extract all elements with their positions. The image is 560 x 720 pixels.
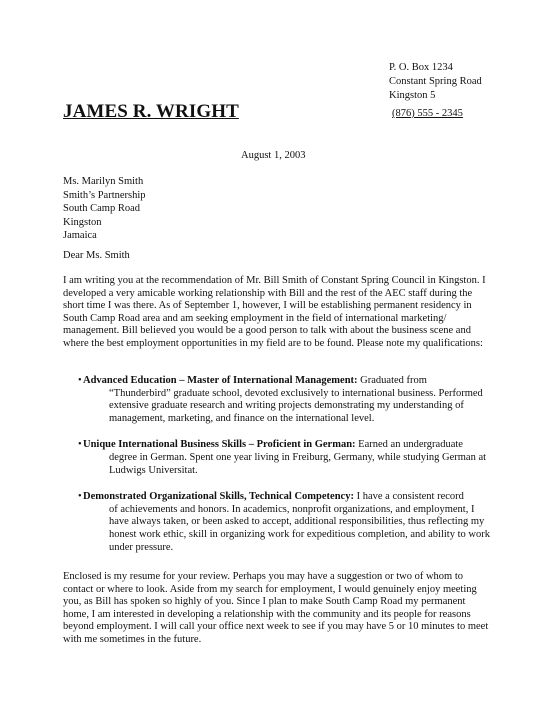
address-line-2: Constant Spring Road	[389, 75, 482, 87]
recipient-address	[63, 175, 146, 243]
qualification-text-start: Earned an undergraduate	[355, 439, 463, 451]
qualification-text-start: I have a consistent record	[353, 491, 464, 503]
recipient-line-5: Jamaica	[63, 230, 97, 242]
bullet-icon: •	[78, 375, 82, 386]
qualification-heading: Advanced Education – Master of International Management:	[83, 375, 358, 386]
sender-phone: (876) 555 - 2345	[392, 108, 463, 119]
address-line-3: Kingston 5	[389, 89, 436, 101]
qualifications-list	[63, 375, 491, 568]
closing-paragraph: Enclosed is my resume for your review. Perhaps you may have a suggestion or two of whom to contact or where to look. Aside from my search for employment, I would genuinely enjoy meeting you, as Bill has spoken so highly of you. Since I plan to make South Camp Road my permanent home, I am interested in developing a relationship with the community and its people for reasons beyond employment. I will call your office next week to see if you may have 5 or 10 minutes to meet with me sometimes in the future.	[63, 571, 489, 645]
qualification-text: “Thunderbird” graduate school, devoted exclusively to international business. Performed extensive graduate research and writing projects demonstrating my understanding of management, marketing, and finance on the international level.	[109, 387, 483, 424]
qualification-heading: Unique International Business Skills – Proficient in German:	[83, 439, 356, 451]
recipient-line-4: Kingston	[63, 216, 102, 228]
qualification-text: degree in German. Spent one year living in Freiburg, Germany, while studying German at Ludwigs Universitat.	[109, 451, 487, 476]
qualification-item	[63, 439, 491, 477]
intro-paragraph: I am writing you at the recommendation of Mr. Bill Smith of Constant Spring Council in Kingston. I developed a very amicable working relationship with Bill and the rest of the AEC staff during the short time I was there. As of September 1, however, I will be establishing permanent residency in South Camp Road area and am seeking employment in the field of international marketing/ management. Bill believed you would be a good person to talk with about the business scene and where the best employment opportunities in my field are to be found. Please note my qualifications:	[63, 275, 486, 349]
recipient-line-1: Ms. Marilyn Smith	[63, 176, 144, 187]
sender-name: JAMES R. WRIGHT	[63, 101, 239, 122]
bullet-icon: •	[78, 491, 82, 503]
qualification-text: of achievements and honors. In academics, nonprofit organizations, and employment, I have always taken, or been asked to accept, additional responsibilities, thus reflecting my honest work ethic, skill in organizing work for expeditious completion, and ability to work under pressure.	[109, 503, 490, 553]
qualification-text-start: Graduated from	[357, 375, 427, 386]
recipient-line-3: South Camp Road	[63, 203, 141, 215]
qualification-item	[63, 375, 491, 425]
qualification-item	[63, 491, 491, 554]
qualification-heading: Demonstrated Organizational Skills, Technical Competency:	[83, 491, 354, 503]
salutation: Dear Ms. Smith	[63, 250, 130, 261]
address-line-1: P. O. Box 1234	[389, 62, 453, 73]
recipient-line-2: Smith’s Partnership	[63, 189, 146, 201]
bullet-icon: •	[78, 439, 82, 451]
letter-date: August 1, 2003	[241, 150, 306, 161]
sender-address	[389, 61, 482, 102]
